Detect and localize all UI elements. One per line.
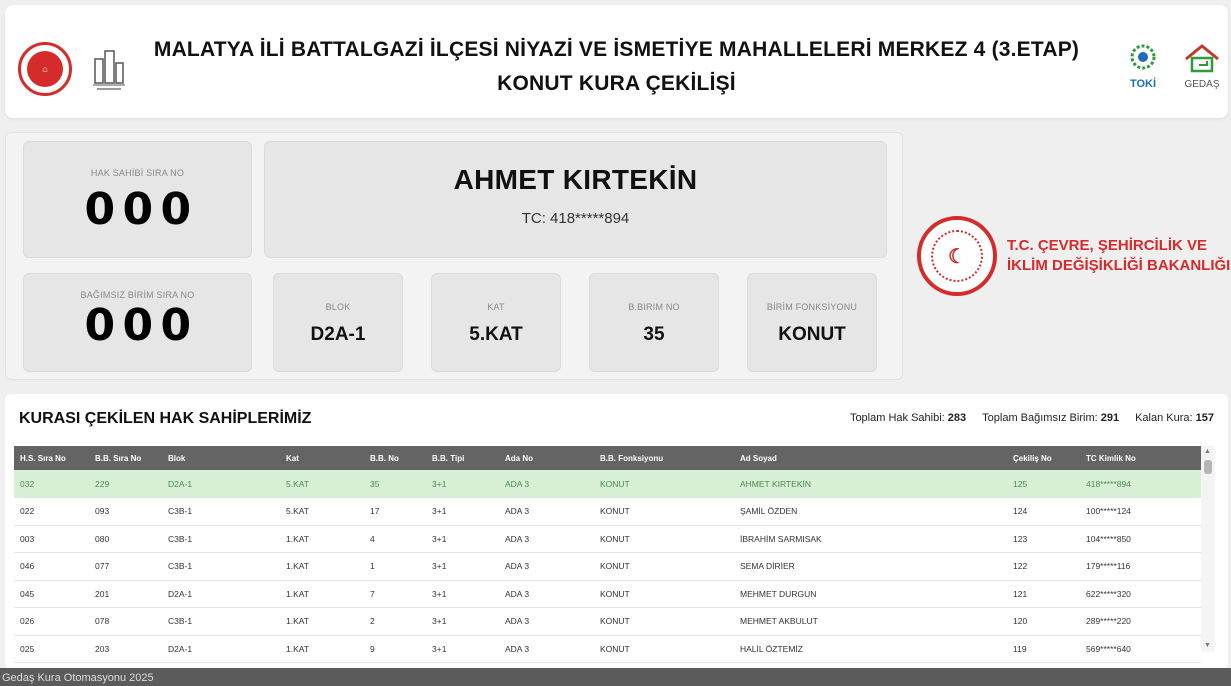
hak-sahibi-card xyxy=(23,141,252,258)
column-header: B.B. Sıra No xyxy=(95,453,142,463)
table-cell: KONUT xyxy=(600,533,630,544)
table-cell: 229 xyxy=(95,478,110,489)
table-cell: ADA 3 xyxy=(505,561,530,572)
table-cell: 3+1 xyxy=(432,588,447,599)
fonksiyon-value: KONUT xyxy=(778,324,846,345)
stat-value: 157 xyxy=(1195,412,1214,424)
table-cell: 5.KAT xyxy=(286,506,309,517)
digit: 0 xyxy=(84,184,116,235)
table-cell: 35 xyxy=(370,478,380,489)
hak-sahibi-label: HAK SAHİBİ SIRA NO xyxy=(90,168,185,178)
table-cell: 179*****116 xyxy=(1086,561,1131,572)
gedas-logo xyxy=(1181,43,1223,93)
table-cell: 3+1 xyxy=(432,561,447,572)
title-line-1: MALATYA İLİ BATTALGAZİ İLÇESİ NİYAZİ VE İSMETİYE MAHALLELERİ MERKEZ 4 (3.ETAP) xyxy=(153,38,1080,61)
table-cell: 022 xyxy=(20,506,35,517)
gedas-logo-label: GEDAŞ xyxy=(1184,79,1220,90)
table-cell: 1.KAT xyxy=(286,643,309,654)
table-cell: 125 xyxy=(1013,478,1028,489)
table-cell: 418*****894 xyxy=(1086,478,1131,489)
table-cell: 045 xyxy=(20,588,35,599)
municipality-seal-icon: ⌂ xyxy=(18,42,72,96)
table-cell: 077 xyxy=(95,561,110,572)
column-header: Ad Soyad xyxy=(740,453,777,463)
table-row[interactable] xyxy=(14,498,1201,526)
blok-card xyxy=(273,273,403,372)
ministry-seal-icon: ☾ xyxy=(917,216,997,296)
table-cell: 622*****320 xyxy=(1086,588,1131,599)
table-cell: D2A-1 xyxy=(168,643,193,654)
list-stats xyxy=(850,412,1214,424)
bagimsiz-birim-card xyxy=(23,273,252,372)
table-cell: MEHMET AKBULUT xyxy=(740,616,818,627)
table-cell: 5.KAT xyxy=(286,478,309,489)
table-cell: 4 xyxy=(370,533,375,544)
kat-value: 5.KAT xyxy=(469,324,523,345)
digit: 0 xyxy=(122,300,154,351)
table-cell: KONUT xyxy=(600,561,630,572)
table-cell: 569*****640 xyxy=(1086,643,1131,654)
column-header: TC Kimlik No xyxy=(1086,453,1136,463)
toki-logo xyxy=(1123,43,1163,93)
table-cell: 1.KAT xyxy=(286,616,309,627)
building-logo-icon xyxy=(91,45,127,93)
table-cell: 3+1 xyxy=(432,533,447,544)
table-cell: D2A-1 xyxy=(168,478,193,489)
table-cell: ADA 3 xyxy=(505,506,530,517)
stat-value: 283 xyxy=(947,412,967,424)
table-cell: 080 xyxy=(95,533,110,544)
bbirim-value: 35 xyxy=(643,324,665,345)
table-cell: KONUT xyxy=(600,616,630,627)
table-scrollbar[interactable] xyxy=(1201,446,1215,651)
table-row[interactable] xyxy=(14,553,1201,581)
winner-card xyxy=(264,141,887,258)
winner-tc: TC: 418*****894 xyxy=(521,210,630,227)
stat-label: Toplam Bağımsız Birim: xyxy=(982,412,1098,424)
ministry-line-1: T.C. ÇEVRE, ŞEHİRCİLİK VE xyxy=(1007,237,1208,254)
table-cell: SEMA DİRİER xyxy=(740,561,795,572)
hak-sahibi-digits xyxy=(24,184,251,235)
table-cell: 003 xyxy=(20,533,35,544)
table-cell: ADA 3 xyxy=(505,533,530,544)
table-cell: 032 xyxy=(20,478,35,489)
table-cell: KONUT xyxy=(600,506,630,517)
column-header: Çekiliş No xyxy=(1013,453,1052,463)
footer: Gedaş Kura Otomasyonu 2025 xyxy=(0,668,1231,686)
kat-label: KAT xyxy=(487,302,505,312)
table-cell: 120 xyxy=(1013,616,1028,627)
table-cell: ADA 3 xyxy=(505,643,530,654)
column-header: B.B. Fonksiyonu xyxy=(600,453,664,463)
table-cell: 3+1 xyxy=(432,616,447,627)
table-cell: 122 xyxy=(1013,561,1028,572)
column-header: Kat xyxy=(286,453,299,463)
table-cell: KONUT xyxy=(600,643,630,654)
blok-value: D2A-1 xyxy=(310,324,366,345)
bagimsiz-birim-label: BAĞIMSIZ BİRİM SIRA NO xyxy=(80,290,195,300)
fonksiyon-card xyxy=(747,273,877,372)
column-header: Blok xyxy=(168,453,186,463)
bbirim-card xyxy=(589,273,719,372)
table-row[interactable] xyxy=(14,470,1201,498)
column-header: B.B. Tipi xyxy=(432,453,465,463)
stat-kalan xyxy=(1135,412,1214,424)
table-cell: C3B-1 xyxy=(168,533,193,544)
table-cell: 100*****124 xyxy=(1086,506,1131,517)
table-cell: 2 xyxy=(370,616,375,627)
table-cell: 1 xyxy=(370,561,375,572)
table-cell: 17 xyxy=(370,506,380,517)
digit: 0 xyxy=(160,300,192,351)
table-cell: ADA 3 xyxy=(505,616,530,627)
table-cell: 203 xyxy=(95,643,110,654)
table-cell: 046 xyxy=(20,561,35,572)
digit: 0 xyxy=(160,184,192,235)
table-cell: C3B-1 xyxy=(168,561,193,572)
winners-list-panel xyxy=(5,394,1228,669)
table-cell: 1.KAT xyxy=(286,533,309,544)
table-cell: D2A-1 xyxy=(168,588,193,599)
table-row[interactable] xyxy=(14,525,1201,553)
table-cell: 025 xyxy=(20,643,35,654)
table-header-row xyxy=(14,446,1201,470)
page-title xyxy=(125,33,1108,101)
blok-label: BLOK xyxy=(325,302,351,312)
table-cell: KONUT xyxy=(600,588,630,599)
digit: 0 xyxy=(122,184,154,235)
table-cell: 078 xyxy=(95,616,110,627)
table-cell: 124 xyxy=(1013,506,1028,517)
fonksiyon-label: BİRİM FONKSİYONU xyxy=(766,302,858,312)
table-cell: ADA 3 xyxy=(505,478,530,489)
table-cell: 3+1 xyxy=(432,643,447,654)
digit: 0 xyxy=(84,300,116,351)
table-cell: AHMET KIRTEKİN xyxy=(740,478,812,489)
column-header: B.B. No xyxy=(370,453,399,463)
stat-value: 291 xyxy=(1100,412,1120,424)
draw-panel xyxy=(5,132,903,380)
table-row[interactable] xyxy=(14,635,1201,663)
table-cell: KONUT xyxy=(600,478,630,489)
table-cell: 121 xyxy=(1013,588,1028,599)
table-cell: 1.KAT xyxy=(286,561,309,572)
bbirim-label: B.BIRIM NO xyxy=(628,302,680,312)
table-cell: 119 xyxy=(1013,643,1027,654)
toki-logo-label: TOKİ xyxy=(1129,78,1157,90)
stat-total-bb xyxy=(982,412,1119,424)
kat-card xyxy=(431,273,561,372)
winners-table xyxy=(14,446,1201,663)
bagimsiz-birim-digits xyxy=(24,300,251,351)
header-bar xyxy=(5,5,1228,118)
table-cell: 093 xyxy=(95,506,110,517)
scroll-down-icon[interactable]: ▼ xyxy=(1204,642,1211,649)
table-cell: 026 xyxy=(20,616,35,627)
table-cell: 201 xyxy=(95,588,110,599)
scroll-up-icon[interactable]: ▲ xyxy=(1204,448,1211,455)
table-cell: İBRAHİM SARMISAK xyxy=(740,533,822,544)
table-cell: ADA 3 xyxy=(505,588,530,599)
column-header: H.S. Sıra No xyxy=(20,453,66,463)
table-cell: MEHMET DURGUN xyxy=(740,588,817,599)
table-cell: 3+1 xyxy=(432,478,447,489)
table-cell: 123 xyxy=(1013,533,1028,544)
table-row[interactable] xyxy=(14,580,1201,608)
table-cell: 9 xyxy=(370,643,375,654)
column-header: Ada No xyxy=(505,453,533,463)
ministry-logo xyxy=(917,216,1231,298)
table-cell: 289*****220 xyxy=(1086,616,1131,627)
table-cell: HALİL ÖZTEMİZ xyxy=(740,643,803,654)
ministry-line-2: İKLİM DEĞİŞİKLİĞİ BAKANLIĞI xyxy=(1007,257,1231,274)
table-cell: C3B-1 xyxy=(168,506,193,517)
stat-label: Kalan Kura: xyxy=(1135,412,1193,424)
table-cell: 1.KAT xyxy=(286,588,309,599)
table-cell: C3B-1 xyxy=(168,616,193,627)
table-cell: 104*****850 xyxy=(1086,533,1131,544)
table-row[interactable] xyxy=(14,608,1201,636)
ministry-name xyxy=(1007,236,1230,276)
table-cell: 3+1 xyxy=(432,506,447,517)
winner-name: AHMET KIRTEKİN xyxy=(453,164,698,195)
table-body xyxy=(14,470,1201,663)
scrollbar-thumb[interactable] xyxy=(1204,460,1212,474)
title-line-2: KONUT KURA ÇEKİLİŞİ xyxy=(497,72,736,95)
list-title: KURASI ÇEKİLEN HAK SAHİPLERİMİZ xyxy=(19,410,312,427)
gedas-house-icon xyxy=(1183,43,1221,73)
table-cell: 7 xyxy=(370,588,375,599)
toki-emblem-icon xyxy=(1128,43,1158,71)
stat-total-hak xyxy=(850,412,966,424)
table-cell: ŞAMİL ÖZDEN xyxy=(740,506,798,517)
stat-label: Toplam Hak Sahibi: xyxy=(849,412,945,424)
